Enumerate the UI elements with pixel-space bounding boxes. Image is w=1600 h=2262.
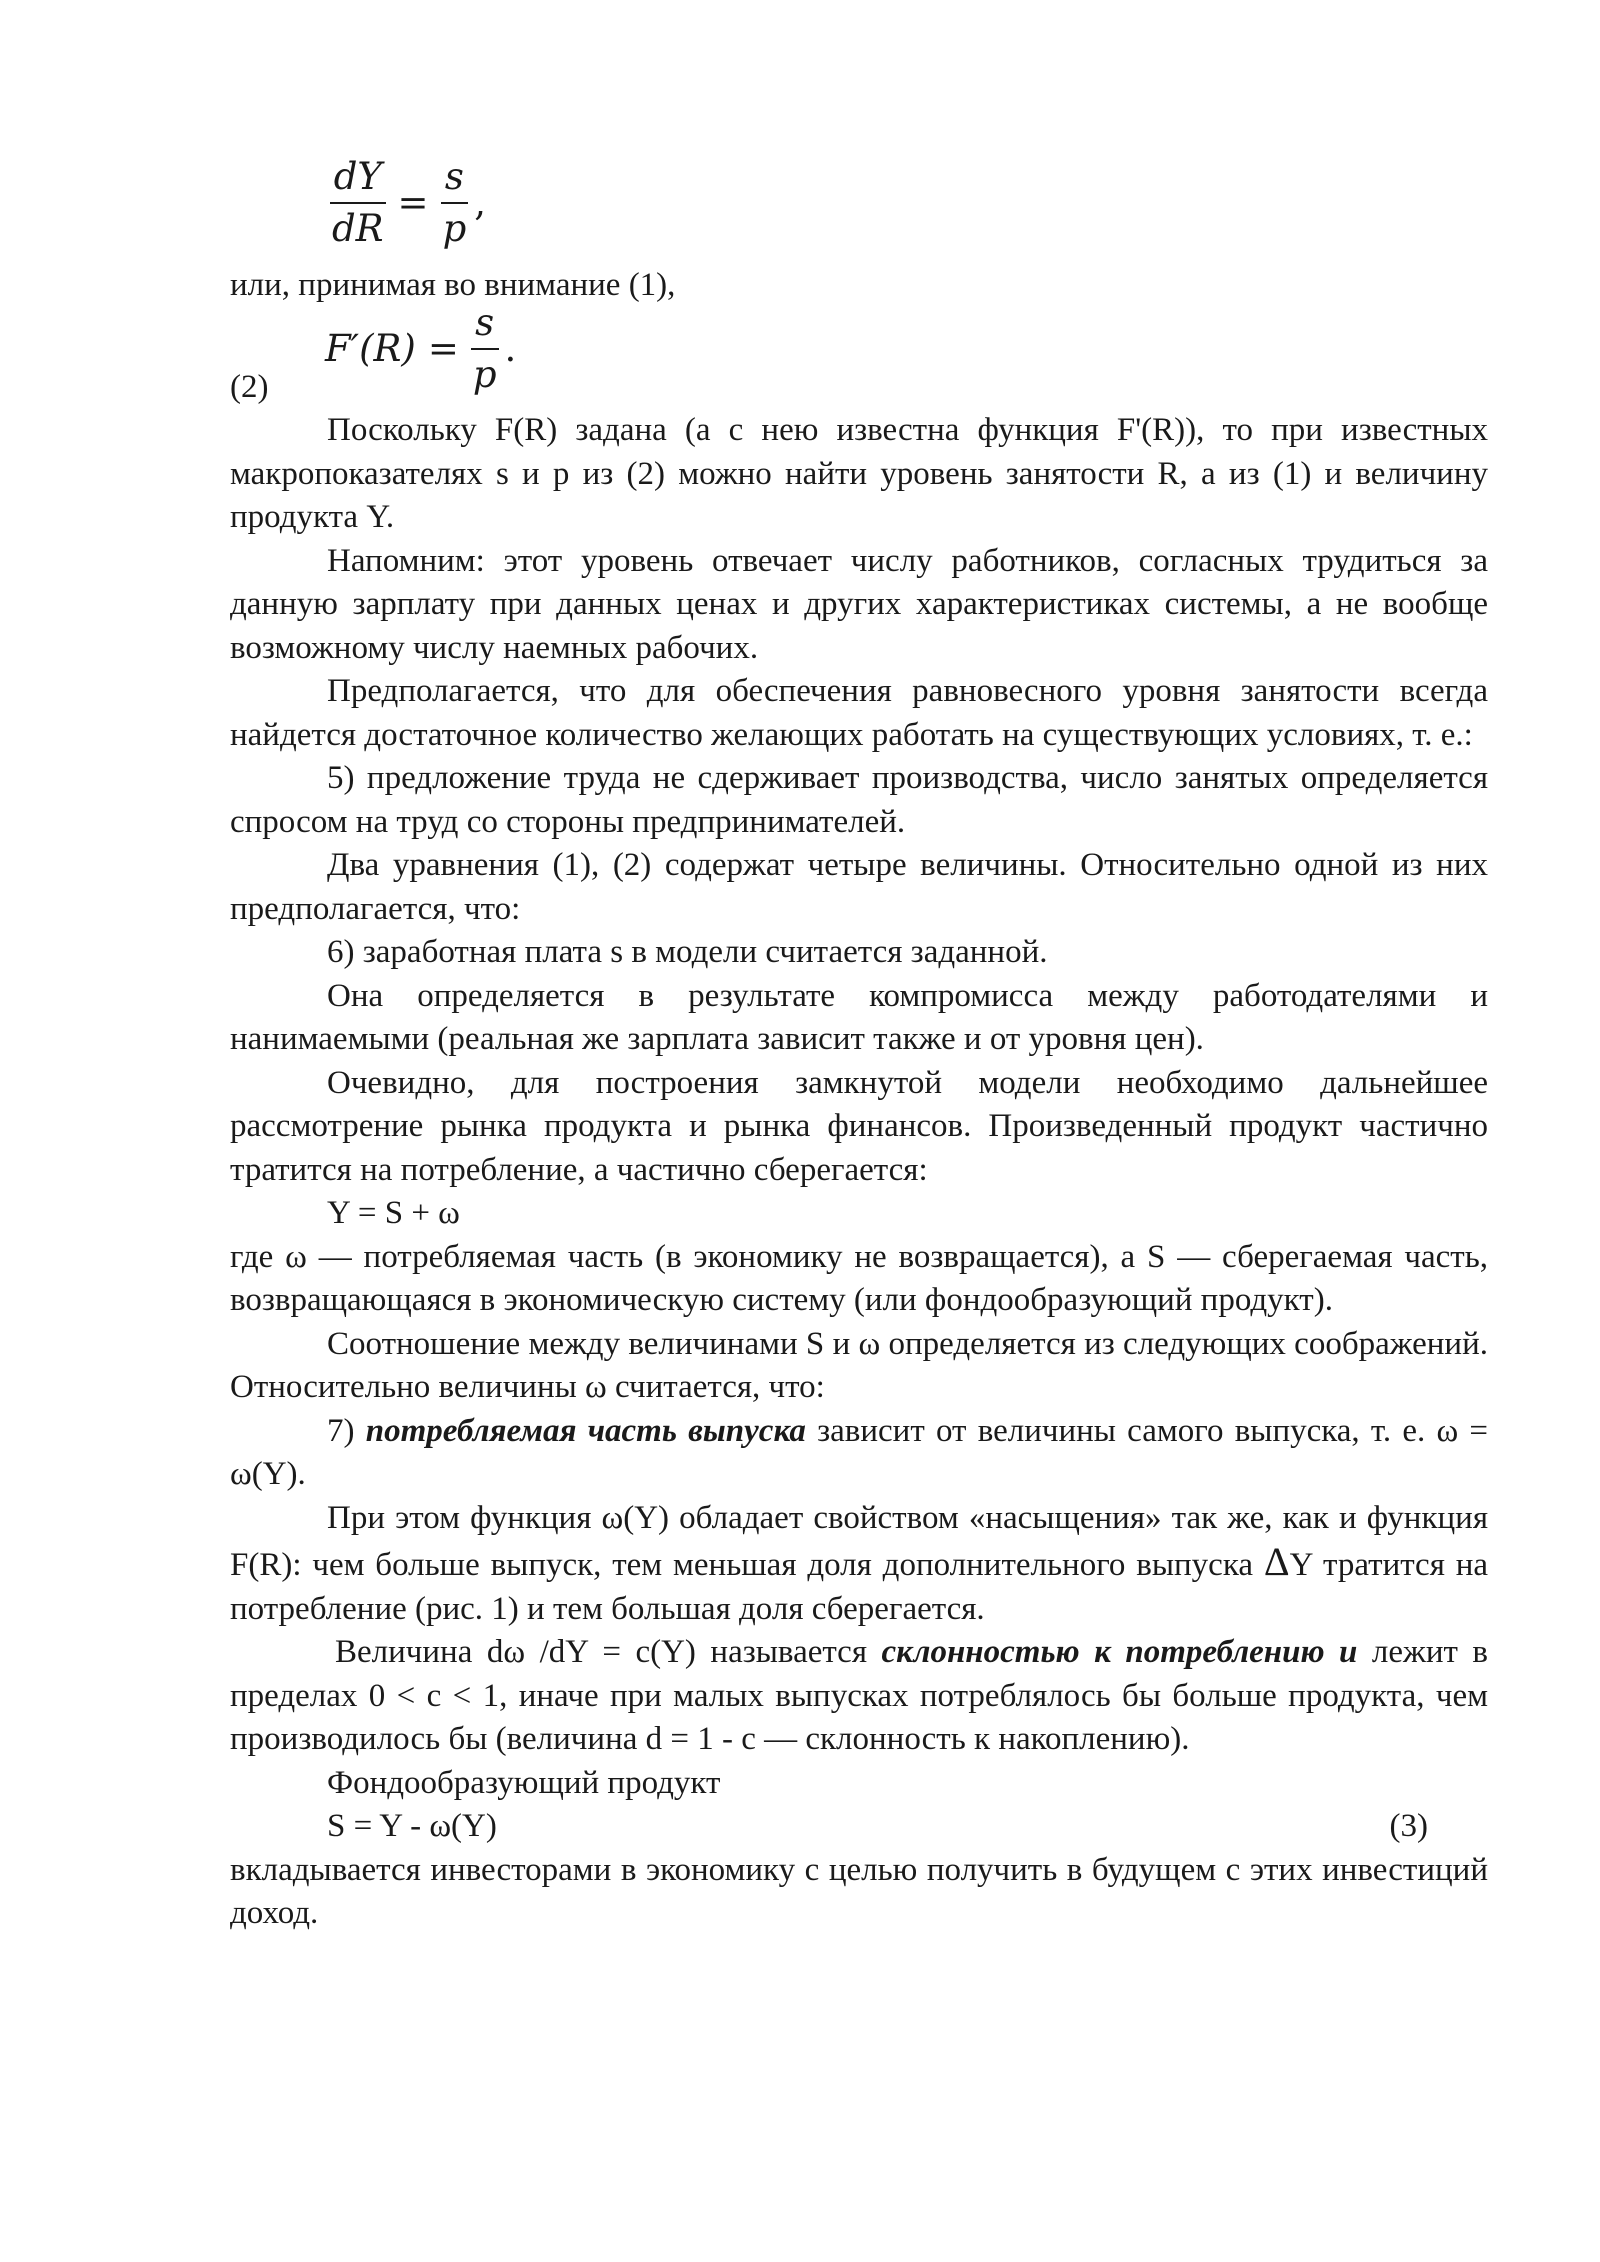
- fraction-s-p: [441, 152, 469, 254]
- fraction-denominator: p: [442, 207, 467, 250]
- equation-s: [230, 1805, 1488, 1849]
- paragraph-text: Поскольку F(R) задана (а с нею известна функция F'(R)), то при известных макропоказателях s и р из (2) можно найти уровень занятости R, а из (1) и величину продукта Y.: [230, 412, 1488, 535]
- fraction-numerator: s: [471, 298, 499, 350]
- equals-sign: =: [427, 327, 459, 371]
- paragraph-text: 6) заработная плата s в модели считается заданной.: [327, 934, 1048, 970]
- paragraph-text: 5) предложение труда не сдерживает производства, число занятых определяется спросом на труд со стороны предпринимателей.: [230, 760, 1488, 840]
- paragraph-segment: Величина dω /dY = c(Y) называется: [335, 1634, 868, 1670]
- paragraph-text: Очевидно, для построения замкнутой модели необходимо дальнейшее рассмотрение рынка продукта и рынка финансов. Произведенный продукт частично тратится на потребление, а частично сберегается:: [230, 1064, 1488, 1188]
- equation-y: Y = S + ω: [327, 1195, 460, 1231]
- paragraph-text: Она определяется в результате компромисса между работодателями и нанимаемыми (реальная же зарплата зависит также и от уровня цен).: [230, 977, 1488, 1057]
- fraction-dy-dr: [330, 152, 386, 254]
- paragraph-text: Напомним: этот уровень отвечает числу работников, согласных трудиться за данную зарплату при данных ценах и других характеристиках системы, а не вообще возможному числу наемных рабочих.: [230, 542, 1488, 666]
- paragraph-text: вкладывается инвесторами в экономику с целью получить в будущем с этих инвестиций доход.: [230, 1851, 1488, 1931]
- paragraph-text: или, принимая во внимание (1),: [230, 267, 676, 303]
- equation-number: (3): [1389, 1808, 1428, 1844]
- body-text: [230, 409, 1488, 1936]
- list-number: 7): [327, 1412, 355, 1449]
- delta-symbol: Δ: [1263, 1539, 1290, 1584]
- formula-punctuation: ,: [474, 181, 487, 225]
- fraction-denominator: p: [472, 353, 497, 396]
- fraction-numerator: s: [441, 152, 469, 204]
- emphasis-text: склонностью к потреблению и: [881, 1634, 1358, 1670]
- paragraph-text: Фондообразующий продукт: [327, 1764, 721, 1801]
- paragraph-segment: лежит в пределах 0 < c < 1, иначе при малых выпусках потреблялось бы больше продукта, чем производилось бы (величина d = 1 - c — склонность к накоплению).: [230, 1634, 1488, 1757]
- fraction-numerator: dY: [330, 152, 386, 204]
- paragraph-continuation: зависит от величины самого выпуска, т. е. ω = ω(Y).: [230, 1412, 1489, 1492]
- equation-body: S = Y - ω(Y): [327, 1808, 497, 1844]
- formula-punctuation: .: [504, 327, 517, 371]
- paragraph-segment: При этом функция ω(Y) обладает свойством «насыщения» так же, как и функция F(R): чем больше выпуск, тем меньшая доля дополнительного выпуска: [230, 1499, 1488, 1583]
- formula-dy-dr: [330, 152, 486, 254]
- equation-number: (2): [230, 369, 269, 405]
- paragraph-text: Два уравнения (1), (2) содержат четыре величины. Относительно одной из них предполагается, что:: [230, 847, 1488, 927]
- paragraph-text: [230, 1410, 1488, 1497]
- fraction-denominator: dR: [332, 207, 384, 250]
- equals-sign: =: [397, 181, 429, 225]
- paragraph-text: где ω — потребляемая часть (в экономику не возвращается), а S — сберегаемая часть, возвращающаяся в экономическую систему (или фондообразующий продукт).: [230, 1238, 1488, 1318]
- emphasis-text: потребляемая часть выпуска: [365, 1412, 806, 1449]
- paragraph-text: [230, 1497, 1488, 1632]
- formula-lhs: F′(R): [325, 327, 416, 371]
- paragraph-text: Соотношение между величинами S и ω определяется из следующих соображений. Относительно величины ω считается, что:: [230, 1325, 1488, 1405]
- paragraph-text: [230, 1631, 1488, 1762]
- paragraph-segment: Y тратится на потребление (рис. 1) и тем большая доля сберегается.: [230, 1547, 1489, 1627]
- paragraph-text: Предполагается, что для обеспечения равновесного уровня занятости всегда найдется достаточное количество желающих работать на существующих условиях, т. е.:: [230, 673, 1488, 753]
